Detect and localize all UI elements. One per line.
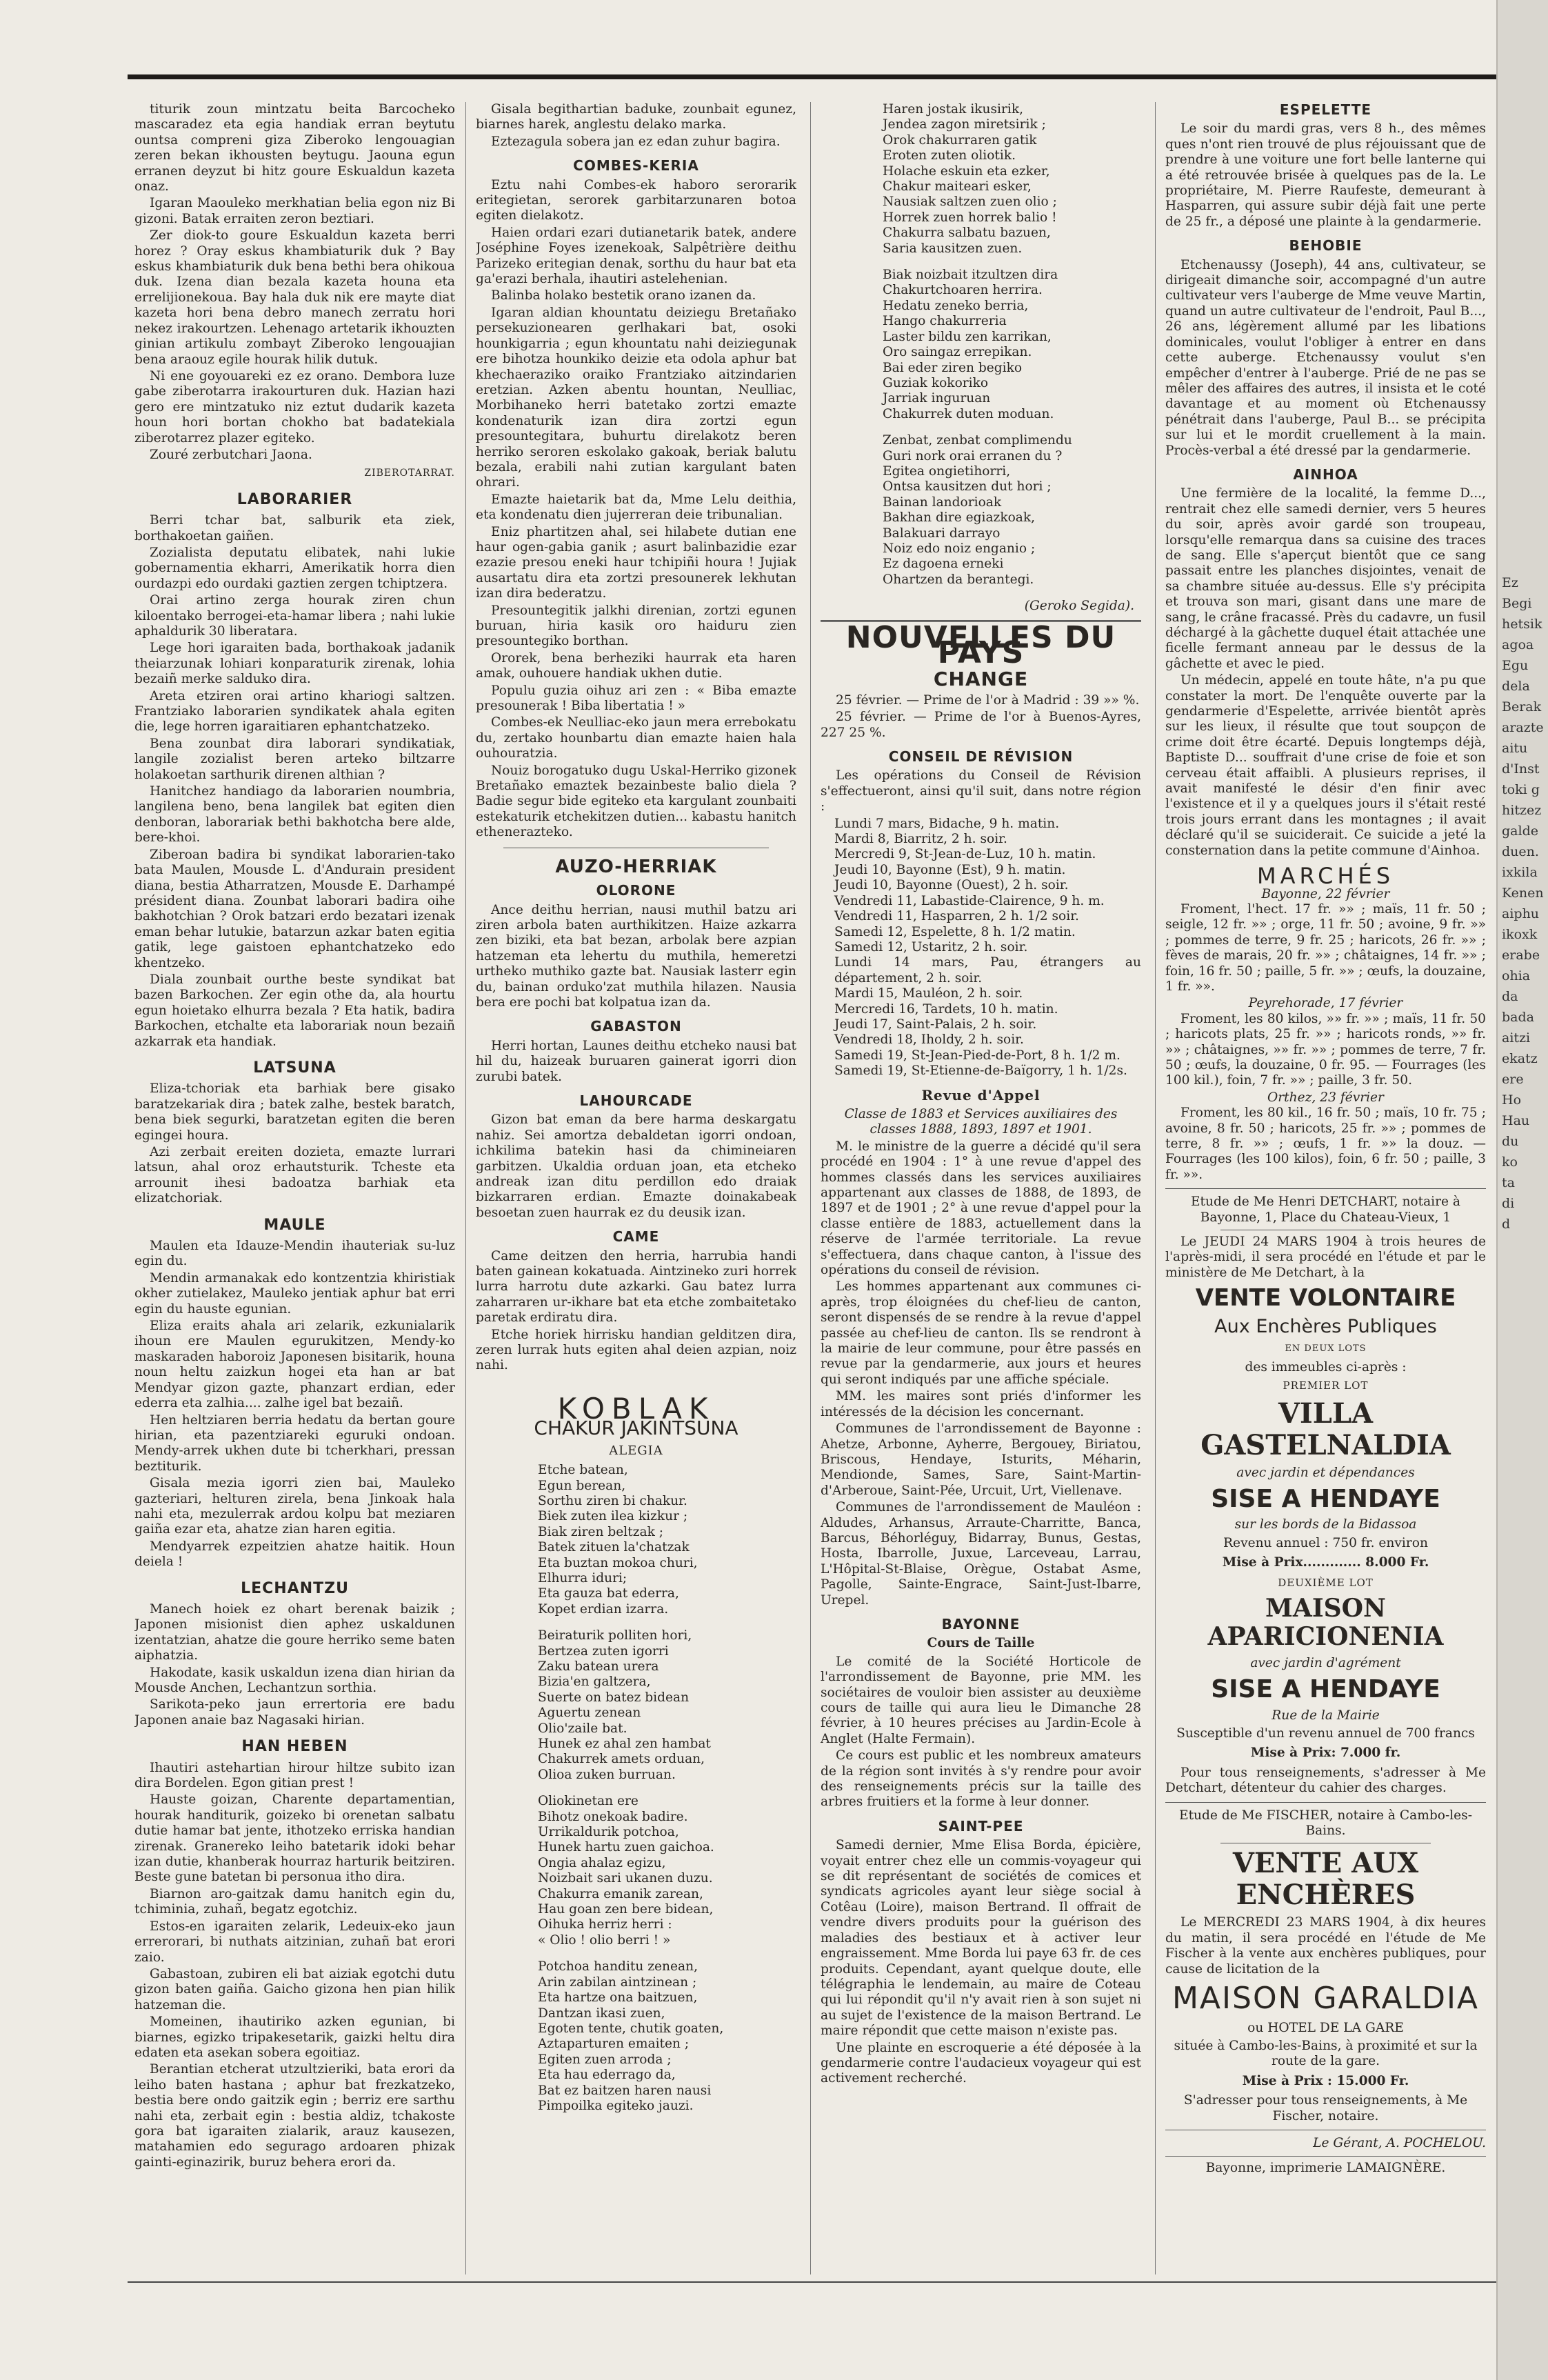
heading-behobie: BEHOBIE (1289, 237, 1363, 254)
ad-renseignements-1: Pour tous renseignements, s'adresser à Me Detchart, détenteur du cahier des charges. (1165, 1765, 1486, 1796)
adjacent-word: ohia (1502, 968, 1531, 983)
poem-line: Arin zabilan aintzinean ; (538, 1974, 697, 1990)
ad-encheres-publiques: Aux Enchères Publiques (1214, 1316, 1437, 1338)
poem-stanza (476, 1463, 796, 1617)
poem-line: Aztaparturen emaiten ; (538, 2037, 690, 2052)
poem-line: Biak noizbait itzultzen dira (883, 268, 1058, 283)
poem-line: Chakurra salbatu bazuen, (883, 226, 1051, 241)
adjacent-word: arazte (1502, 720, 1544, 735)
poem-stanza (821, 102, 1141, 257)
paragraph: Samedi dernier, Mme Elisa Borda, épicière, voyait entrer chez elle un commis-voyageur qui se dit représentant de sociétés de comices et syndicats agricoles ayant leur siège social à Cotêau (Loire), maison Bertrand. Il offrait de vendre divers produits pour la guérison des maladies des bestiaux et à activer leur engraissement. Mme Borda lui paye 63 fr. de ces produits. Cependant, ayant quelque doute, elle télégraphia le lendemain, au maire de Coteau qui lui répondit qu'il n'y avait rien à son sujet ni au sujet de l'existence de la maison Bertrand. Le maire répondit que cette maison n'existe pas. (821, 1838, 1141, 2039)
paragraph: 25 février. — Prime de l'or à Buenos-Ayres, 227 25 %. (821, 710, 1141, 740)
poem-line: Oihuka herriz herri : (538, 1917, 672, 1932)
schedule-line: Samedi 19, St-Etienne-de-Baïgorry, 1 h. 1/2s. (834, 1063, 1127, 1079)
poem-line: Jarriak inguruan (883, 391, 991, 406)
poem-line: Nausiak saltzen zuen olio ; (883, 194, 1057, 210)
heading-combes-keria: COMBES-KERIA (573, 157, 699, 174)
poem-line: Egoten tente, chutik goaten, (538, 2021, 724, 2036)
poem-line: Guziak kokoriko (883, 375, 989, 390)
poem-line: Biak ziren beltzak ; (538, 1524, 664, 1539)
heading-cours-taille: Cours de Taille (927, 1636, 1035, 1651)
poem-line: Bainan landorioak (883, 494, 1002, 510)
header-rule (128, 74, 1496, 79)
ad-maison-garaldia: MAISON GARALDIA (1172, 1981, 1480, 2017)
ad-garaldia-sub: ou HOTEL DE LA GARE (1247, 2020, 1404, 2035)
heading-came: CAME (612, 1228, 660, 1246)
poem-line: Ohartzen da berantegi. (883, 572, 1034, 587)
poem-line: Holache eskuin eta ezker, (883, 163, 1050, 179)
ad-renseignements-2: S'adresser pour tous renseignements, à Me Fischer, notaire. (1183, 2093, 1468, 2123)
poem-line: Olio'zaile bat. (538, 1721, 627, 1736)
paragraph: Hauste goizan, Charente departamentian, hourak handiturik, goizeko bi orenetan salbatu dutie hamar bat jente, ithotzeko erriska handian zirenak. Granereko leiho batetarik idoki behar izan dutie, khanberak hourraz harturik beitziren. Beste gune batetan bi personua itho dira. (134, 1792, 455, 1885)
poem-line: Bakhan dire egiazkoak, (883, 510, 1036, 526)
adjacent-word: toki g (1502, 782, 1540, 797)
article-behobie: Etchenaussy (Joseph), 44 ans, cultivateur, se dirigeait dimanche soir, accompagné d'un autre cultivateur vers l'auberge de Mme veuve Martin, quand un autre cultivateur de l'endroit, Paul B..., 26 ans, légèrement allumé par les libations dominicales, voulut l'obliger à entrer en dans cette auberge. Etchenaussy voulut s'en empêcher d'entrer à l'auberge. Prié de ne pas se mêler des affaires des autres, il insista et le coté davantage et au moment où Etchenaussy pénétrait dans l'auberge, Paul B... se précipita sur lui et le mordit cruellement à la main. Procès-verbal a été dressé par la gendarmerie. (1165, 257, 1486, 458)
poem-line: Aguertu zenean (538, 1706, 641, 1721)
poem-signature: (Geroko Segida). (1024, 599, 1134, 614)
paragraph: Presountegitik jalkhi direnian, zortzi egunen buruan, hiria kasik oro haiduru zien presountegiko borthan. (476, 603, 796, 649)
poem-line: Bizia'en galtzera, (538, 1674, 651, 1690)
schedule-line: Jeudi 17, Saint-Palais, 2 h. soir. (834, 1017, 1037, 1032)
poem-line: Noizbait sari ukanen duzu. (538, 1871, 713, 1886)
revue-subtitle: Classe de 1883 et Services auxiliaires des classes 1888, 1893, 1897 et 1901. (844, 1106, 1118, 1137)
poem-line: Ez dagoena erneki (883, 557, 1004, 572)
adjacent-word: d (1502, 1217, 1511, 1232)
paragraph: Gabastoan, zubiren eli bat aiziak egotchi dutu gizon baten gaiña. Gaicho gizona hen pian hilik hatzeman die. (134, 1966, 455, 2012)
heading-lechantzu: LECHANTZU (241, 1579, 349, 1597)
paragraph: Eztu nahi Combes-ek haboro serorarik eritegietan, serorek garbitarzunaren botoa egiten dielakotz. (476, 177, 796, 223)
ad-vente-encheres: VENTE AUX ENCHÈRES (1232, 1847, 1419, 1912)
heading-maule: MAULE (263, 1216, 326, 1234)
poem-line: Bat ez baitzen haren nausi (538, 2083, 712, 2098)
heading-olorone: OLORONE (596, 882, 676, 899)
adjacent-word: agoa (1502, 637, 1534, 652)
conseil-schedule (821, 817, 1141, 1079)
paragraph: Sarikota-peko jaun errertoria ere badu Japonen anaie baz Nagasaki hirian. (134, 1697, 455, 1728)
paragraph: M. le ministre de la guerre a décidé qu'il sera procédé en 1904 : 1° à une revue d'appel des hommes classés dans les services auxiliaires appartenant aux classes de 1888, de 1893, de 1897 et de 1901 ; 2° à une revue d'appel pour la classe entière de 1883, actuellement dans la réserve de l'armée territoriale. La revue s'effectuera, dans chaque canton, à l'issue des opérations du conseil de révision. (821, 1139, 1141, 1278)
poem-line: Oliokinetan ere (538, 1794, 639, 1809)
poem-line: Potchoa handitu zenean, (538, 1959, 698, 1974)
adjacent-word: ta (1502, 1175, 1515, 1190)
schedule-line: Jeudi 10, Bayonne (Ouest), 2 h. soir. (834, 878, 1069, 893)
poem-line: Balakuari darrayo (883, 526, 1001, 541)
poem-line: Hunek hartu zuen gaichoa. (538, 1840, 714, 1855)
paragraph: Berantian etcherat utzultzieriki, bata erori da leiho baten hastana ; aphur bat frezkatzeko, bestia bere ondo gaitzik egin ; berriz ere sarthu nahi eta, zerbait egin : bestia aldiz, tchakoste gora bat igaraiten zialarik, arauz kausezen, matahamien edo segurago ardoaren phizak gainti-eginazirik, buruz behera erori da. (134, 2062, 455, 2170)
poem-line: Biek zuten ilea kizkur ; (538, 1509, 688, 1524)
adjacent-word: aitzi (1502, 1030, 1531, 1046)
paragraph: Eztezagula sobera jan ez edan zuhur bagira. (491, 134, 781, 149)
paragraph: Zouré zerbutchari Jaona. (150, 447, 312, 462)
paragraph: Combes-ek Neulliac-eko jaun mera errebokatu du, zertako hounbartu dian emazte haien hala ouhouratzia. (476, 715, 796, 761)
poem-line: Ongia ahalaz egizu, (538, 1855, 666, 1870)
paragraph: Gisala begithartian baduke, zounbait egunez, biarnes harek, anglestu delako marka. (476, 102, 796, 132)
ad-immeubles: des immeubles ci-après : (1245, 1359, 1407, 1374)
poem (476, 1463, 796, 2114)
paragraph: Etche horiek hirrisku handian gelditzen dira, zeren lurrak huts egiten ahal deien azpian, noiz nahi. (476, 1327, 796, 1373)
poem-line: Hango chakurreria (883, 314, 1007, 329)
ad-sise-hendaye-2: SISE A HENDAYE (1211, 1675, 1440, 1704)
adjacent-word: galde (1502, 823, 1538, 839)
paragraph: Le comité de la Société Horticole de l'arrondissement de Bayonne, prie MM. les sociétaires de vouloir bien assister au deuxième cours de taille qui aura lieu le Dimanche 28 février, à 10 heures précises au Jardin-Ecole à Anglet (Halte Fermain). (821, 1654, 1141, 1746)
schedule-line: Mercredi 16, Tardets, 10 h. matin. (834, 1001, 1058, 1017)
heading-revue-appel: Revue d'Appel (921, 1086, 1041, 1103)
poem-line: Pimpoilka egiteko jauzi. (538, 2098, 694, 2113)
schedule-line: Samedi 12, Espelette, 8 h. 1/2 matin. (834, 924, 1076, 939)
schedule-line: Jeudi 10, Bayonne (Est), 9 h. matin. (834, 862, 1066, 877)
adjacent-word: aiphu (1502, 906, 1540, 921)
poem-line: Jendea zagon miretsirik ; (883, 117, 1046, 132)
poem-line: Bai eder ziren begiko (883, 360, 1023, 375)
market-orthez-text: Froment, les 80 kil., 16 fr. 50 ; maïs, 10 fr. 75 ; avoine, 8 fr. 50 ; haricots, 25 fr. »» ; pommes de terre, 8 fr. »» ; œufs, 1 fr. »» la douz. — Fourrages (les 100 kilos), foin, 6 fr. 50 ; paille, 3 fr. »». (1165, 1106, 1486, 1182)
poem-stanza (476, 1794, 796, 1948)
poem-line: Chakurrek amets orduan, (538, 1752, 705, 1767)
paragraph: Berri tchar bat, salburik eta ziek, borthakoetan gaiñen. (134, 513, 455, 543)
conseil-intro: Les opérations du Conseil de Révision s'effectueront, ainsi qu'il suit, dans notre région : (821, 768, 1141, 814)
column-1 (134, 102, 455, 2274)
paragraph: Une plainte en escroquerie a été déposée à la gendarmerie contre l'audacieux voyageur qui est activement recherché. (821, 2040, 1141, 2086)
article-revue (821, 1139, 1141, 1608)
adjacent-word: ekatz (1502, 1051, 1538, 1066)
paragraph: Ziberoan badira bi syndikat laborarien-tako bata Maulen, Mousde L. d'Andurain president diana, bestia Atharratzen, Mousde E. Darhampé président diana. Zounbat laborari badira oihe bakhotchian ? Orok batzari erdo bezatari izenak eman behar lutukie, batarzun azkar baten egitia gatik, lege gaistoen ephantchatzeko edo khentzeko. (134, 847, 455, 970)
poem-line: Haren jostak ikusirik, (883, 102, 1024, 117)
poem-line: Hunek ez ahal zen hambat (538, 1737, 711, 1751)
paragraph: Haien ordari ezari dutianetarik batek, andere Joséphine Foyes izenekoak, Salpêtrière deithu Parizeko eritegian denak, sorthu du haur bat eta ga'erazi berhala, ihautiri astelehenian. (476, 225, 796, 287)
poem-stanza (476, 1628, 796, 1783)
paragraph: Maulen eta Idauze-Mendin ihauteriak su-luz egin du. (134, 1239, 455, 1269)
adjacent-word: du (1502, 1134, 1519, 1149)
article-came (476, 1249, 796, 1374)
paragraph: 25 février. — Prime de l'or à Madrid : 39 »» %. (836, 692, 1140, 708)
poem-line: Chakurtchoaren herrira. (883, 283, 1043, 298)
poem-line: Zaku batean urera (538, 1659, 659, 1674)
heading-change: CHANGE (933, 668, 1029, 691)
column-3 (821, 102, 1141, 2274)
ad-sise-2-sub: Rue de la Mairie (1271, 1708, 1380, 1723)
poem-subtitle: ALEGIA (609, 1443, 663, 1458)
poem-line: Guri nork orai erranen du ? (883, 448, 1063, 463)
imprimerie: Bayonne, imprimerie LAMAIGNÈRE. (1205, 2160, 1446, 2175)
paragraph: Eniz phartitzen ahal, sei hilabete dutian ene haur ogen-gabia ganik ; asurt balinbazidie ezar ezazie presou eneki haur tchipiñi houra ! Jujiak ausartatu dira eta zortzi presounerek lekhutan izan dira bederatzu. (476, 524, 796, 601)
paragraph: Herri hortan, Launes deithu etcheko nausi bat hil du, haizeak buruaren gainerat igorri dion zurubi batek. (476, 1038, 796, 1084)
poem-line: Suerte on batez bidean (538, 1690, 690, 1705)
poem-line: Batek zituen la'chatzak (538, 1540, 690, 1555)
paragraph: Zozialista deputatu elibatek, nahi lukie gobernamentia ekharri, Amerikatik horra dien ourdazpi edo ourdaki gaztien zergen tchiptzera. (134, 545, 455, 591)
poem-line: Eta gauza bat ederra, (538, 1586, 679, 1601)
paragraph: Lege hori igaraiten bada, borthakoak jadanik theiarzunak lohiari konparaturik zirenak, lohia bezaiñ merke salduko dira. (134, 641, 455, 687)
poem-line: Dantzan ikasi zuen, (538, 2006, 665, 2021)
article-change (821, 693, 1141, 741)
poem-line: Oro saingaz errepikan. (883, 345, 1032, 360)
paragraph: Hen heltziaren berria hedatu da bertan goure hirian, eta pazentziareki eguruki ondoan. Mendy-arrek ukhen dute bi tcherkhari, pressan beztiturik. (134, 1412, 455, 1474)
paragraph: Igaran Maouleko merkhatian belia egon niz Bi gizoni. Batak erraiten zeron beztiari. (134, 196, 455, 226)
paragraph: Hanitchez handiago da laborarien noumbria, langilena beno, bena langilek bat egiten dien denboran, laborariak bethi bakhotcha bere alde, bere-khoi. (134, 784, 455, 846)
poem-line: Eta hartze ona baitzuen, (538, 1990, 698, 2006)
adjacent-word: ixkila (1502, 865, 1538, 880)
paragraph: Emazte haietarik bat da, Mme Lelu deithia, eta kondenatu dien jujerreran deie tribunalian. (476, 492, 796, 523)
adjacent-word: bada (1502, 1010, 1534, 1025)
adjacent-word: hetsik (1502, 617, 1542, 632)
paragraph: Hakodate, kasik uskaldun izena dian hirian da Mousde Anchen, Lechantzun sorthia. (134, 1665, 455, 1695)
ad-revenu-1: Revenu annuel : 750 fr. environ (1223, 1535, 1428, 1550)
paragraph: Nouiz borogatuko dugu Uskal-Herriko gizonek Bretañako emaztek bezainbeste balio diela ? Badie segur bide egiteko eta kargulant zounbaiti estekaturik etchekitzen dutien... kabastu hanitch ethenerazteko. (476, 763, 796, 840)
heading-saint-pee: SAINT-PEE (938, 1817, 1024, 1834)
poem-line: Saria kausitzen zuen. (883, 241, 1023, 256)
heading-han-heben: HAN HEBEN (241, 1738, 348, 1756)
divider (1165, 1802, 1486, 1803)
paragraph: Les hommes appartenant aux communes ci-après, trop éloignées du chef-lieu de canton, seront dispensés de se rendre à la revue d'appel passée au chef-lieu de canton. Ils se rendront à la mairie de leur commune, pour être passés en revue par la gendarmerie, aux jours et heures qui seront indiqués par une affiche spéciale. (821, 1279, 1141, 1387)
schedule-line: Samedi 19, St-Jean-Pied-de-Port, 8 h. 1/2 m. (834, 1048, 1120, 1063)
article-lahourcade (476, 1112, 796, 1221)
ad-en-deux-lots: EN DEUX LOTS (1285, 1343, 1367, 1354)
paragraph: Un médecin, appelé en toute hâte, n'a pu que constater la mort. De l'enquête ouverte par la gendarmerie d'Espelette, arrivée bientôt après sur les lieux, il résulte que tout soupçon de crime doit être écarté. Depuis longtemps déjà, Baptiste D... souffrait d'une crise de foie et son cerveau était affaibli. A plusieurs reprises, il avait manifesté le désir d'en finir avec l'existence et il y a quelques jours il s'était resté trois jours errant dans les montagnes ; il avait déclaré qu'il se suiciderait. Ce suicide a jeté la consternation dans la petite commune d'Ainhoa. (1165, 673, 1486, 858)
heading-koblak: KOBLAK (557, 1391, 715, 1426)
paragraph: Manech hoiek ez ohart berenak baizik ; Japonen misionist dien aphez uskaldunen izentatzian, ahatze die goure herriko seme baten aiphatzia. (134, 1601, 455, 1663)
divider (1165, 1188, 1486, 1189)
paragraph: Diala zounbait ourthe beste syndikat bat bazen Barkochen. Zer egin othe da, ala hourtu egun hoietako elhurra bezala ? Eta hatik, badira Barkochen, etchalte eta laborariak noun bezaiñ azkarrak eta handiak. (134, 972, 455, 1049)
poem-line: Orok chakurraren gatik (883, 132, 1037, 148)
ad-villa-gastelnaldia: VILLA GASTELNALDIA (1200, 1397, 1451, 1461)
adjacent-word: Begi (1502, 596, 1532, 611)
paragraph: Areta etziren orai artino khariogi saltzen. Frantziako laborarien syndikatek ahala egiten die, lege horren igaraitiaren ephantchatzeko. (134, 688, 455, 734)
schedule-line: Mardi 8, Biarritz, 2 h. soir. (834, 832, 1007, 847)
poem-line: Etche batean, (538, 1463, 628, 1478)
paragraph: Balinba holako bestetik orano izanen da. (491, 288, 756, 303)
ad-maison-sub: avec jardin d'agrément (1250, 1655, 1401, 1670)
schedule-line: Mercredi 9, St-Jean-de-Luz, 10 h. matin. (834, 847, 1096, 862)
schedule-line: Lundi 14 mars, Pau, étrangers au département, 2 h. soir. (834, 955, 1141, 986)
heading-conseil: CONSEIL DE RÉVISION (888, 748, 1074, 766)
etude-fischer-text: Le MERCREDI 23 MARS 1904, à dix heures du matin, il sera procédé en l'étude de Me Fischer à la vente aux enchères publiques, pour cause de licitation de la (1165, 1915, 1486, 1977)
heading-auzo-herriak: AUZO-HERRIAK (555, 856, 717, 877)
adjacent-word: Ez (1502, 575, 1518, 590)
paragraph: Eliza-tchoriak eta barhiak bere gisako baratzekariak dira ; batek zalhe, bestek baratch, bena biek segurki, baratzetan egiten die beren egingei houra. (134, 1081, 455, 1143)
ad-revenu-2: Susceptible d'un revenu annuel de 700 francs (1176, 1726, 1475, 1741)
paragraph: Ororek, bena berheziki haurrak eta haren amak, ouhouere handiak ukhen dutie. (476, 650, 796, 681)
column-4 (1165, 102, 1486, 2274)
poem-line: Eta buztan mokoa churi, (538, 1555, 698, 1570)
poem-line: Sorthu ziren bi chakur. (538, 1493, 687, 1508)
ad-premier-lot: PREMIER LOT (1283, 1379, 1369, 1392)
paragraph: Ihautiri astehartian hirour hiltze subito izan dira Bordelen. Egon gitian prest ! (134, 1760, 455, 1791)
column-rule (1155, 102, 1156, 2274)
paragraph: Azi zerbait ereiten dozieta, emazte lurrari latsun, ahal oroz erhautsturik. Tcheste eta arrounit ihesi badoatza barhiak eta elizatchoriak. (134, 1145, 455, 1206)
ad-prix-2: Mise à Prix: 7.000 fr. (1250, 1746, 1401, 1761)
paragraph: Eliza eraits ahala ari zelarik, ezkunialarik ihoun ere Maulen egurukitzen, Mendy-ko maskaraden haboroiz Japonesen bisitarik, houna noun heltu zaizkun hogei eta han ar bat Mendyar gizon gazte, phanzart erdian, eder ederra eta zalhia.... zalhe igel bat bezaiñ. (134, 1319, 455, 1411)
ad-sise-hendaye-1: SISE A HENDAYE (1211, 1485, 1440, 1514)
schedule-line: Vendredi 11, Hasparren, 2 h. 1/2 soir. (834, 909, 1079, 924)
poem-line: Urrikaldurik potchoa, (538, 1825, 679, 1840)
adjacent-word: aitu (1502, 741, 1528, 756)
adjacent-word: Hau (1502, 1113, 1530, 1128)
column-2 (476, 102, 796, 2274)
poem-line: Chakurra emanik zarean, (538, 1886, 703, 1901)
article-espelette: Le soir du mardi gras, vers 8 h., des mêmes ques n'ont rien trouvé de plus réjouissant que de prendre à une voiture une fort belle lanterne qui a été retrouvée brisée à quelques pas de la. Le propriétaire, M. Pierre Raufeste, demeurant à Hasparren, qui assure subir déjà fait une perte de 25 fr., a déposé une plainte à la gendarmerie. (1165, 121, 1486, 229)
paragraph: Ni ene goyouareki ez ez orano. Dembora luze gabe ziberotarra irakourturen duk. Hazian hazi gero ere mintzatuko niz eztut dudarik kazeta houn hori bortan chokho bat badatekiala ziberotarrez plazer egiteko. (134, 368, 455, 446)
poem-line: Olioa zuken burruan. (538, 1767, 676, 1782)
poem-line: Eta hau ederrago da, (538, 2068, 676, 2083)
adjacent-word: hitzez (1502, 803, 1542, 818)
paragraph: Ce cours est public et les nombreux amateurs de la région sont invités à s'y rendre pour avoir des renseignements précis sur la taille des arbres fruitiers et la forme à leur donner. (821, 1748, 1141, 1810)
paragraph: Populu guzia oihuz ari zen : « Biba emazte presounerak ! Biba libertatia ! » (476, 683, 796, 714)
ad-deuxieme-lot: DEUXIÈME LOT (1278, 1576, 1374, 1589)
paragraph: MM. les maires sont priés d'informer les intéressés de la décision les concernant. (821, 1389, 1141, 1419)
column-rule (810, 102, 811, 2274)
paragraph: Gizon bat eman da bere harma deskargatu nahiz. Sei amortza debaldetan igorri ondoan, ichkilima batekin hasi da chimineiaren garbitzen. Ukaldia orduan joan, eta etcheko andreak izan ditu perdillon edo draiak bizkarraren erdian. Emazte doinakabeak besoetan zuen haurrak ez du deusik izan. (476, 1112, 796, 1220)
article-taille (821, 1654, 1141, 1810)
article-combes-keria (476, 178, 796, 841)
adjacent-word: Berak (1502, 699, 1542, 714)
paragraph: Momeinen, ihautiriko azken egunian, bi biarnes, egizko tripakesetarik, gaizki heltu dira edaten eta asekan sobera egoitiaz. (134, 2014, 455, 2060)
etude-detchart: Etude de Me Henri DETCHART, notaire à Bayonne, 1, Place du Chateau-Vieux, 1 (1190, 1194, 1461, 1225)
adjacent-word: ere (1502, 1072, 1524, 1087)
poem-line: Beiraturik polliten hori, (538, 1628, 692, 1643)
schedule-line: Vendredi 18, Iholdy, 2 h. soir. (834, 1032, 1024, 1048)
column-rule (465, 102, 466, 2274)
poem-line: Egun berean, (538, 1478, 626, 1493)
etude-fischer: Etude de Me FISCHER, notaire à Cambo-les-Bains. (1179, 1808, 1472, 1839)
adjacent-word: dela (1502, 679, 1530, 694)
paragraph: Communes de l'arrondissement de Mauléon : Aldudes, Arhansus, Arraute-Charritte, Banca, Barcus, Béhorléguy, Bidarray, Bunus, Gestas, Hosta, Ibarrolle, Juxue, Larceveau, Larrau, L'Hôpital-St-Blaise, Orègue, Ostabat Asme, Pagolle, Sainte-Engrace, Saint-Just-Ibarre, Urepel. (821, 1500, 1141, 1608)
schedule-line: Mardi 15, Mauléon, 2 h. soir. (834, 986, 1023, 1001)
poem-line: Egiten zuen arroda ; (538, 2052, 672, 2067)
article-maule (134, 1239, 455, 1570)
ad-vente-volontaire: VENTE VOLONTAIRE (1195, 1284, 1456, 1312)
adjacent-word: Kenen (1502, 886, 1544, 901)
paragraph: Zer diok-to goure Eskualdun kazeta berri horez ? Oray eskus khambiaturik duk ? Bay eskus khambiaturik duk bena bethi bera ohikoua duk. Izena dian bezala kazeta houna eta errelijionekoua. Bay hala duk nik ere mayte diat kazeta hori bena debro manech zerratu hori nekez irakourtzen. Lehenago artetarik ikhouzten ginian artikulu zombayt Ziberoko lengouajian bena araouz egile hourak hilik dutuk. (134, 228, 455, 367)
adjacent-word: di (1502, 1196, 1515, 1211)
heading-lahourcade: LAHOURCADE (579, 1092, 693, 1109)
paragraph: Mendyarrek ezpeitzien ahatze haitik. Houn deiela ! (134, 1539, 455, 1570)
poem-title: CHAKUR JAKINTSUNA (534, 1417, 738, 1440)
paragraph: Orai artino zerga hourak ziren chun kiloentako berrogei-eta-hamar libera ; nahi lukie aphaldurik 30 liberatara. (134, 593, 455, 639)
ad-sise-1-sub: sur les bords de la Bidassoa (1234, 1517, 1417, 1532)
market-orthez: Orthez, 23 février (1267, 1090, 1384, 1105)
etude-detchart-text: Le JEUDI 24 MARS 1904 à trois heures de l'après-midi, il sera procédé en l'étude et par le ministère de Me Detchart, à la (1165, 1234, 1486, 1280)
poem-line: Elhurra iduri; (538, 1570, 627, 1586)
adjacent-word: Ho (1502, 1092, 1522, 1108)
poem-line: Ontsa kausitzen dut hori ; (883, 479, 1052, 494)
poem-line: Chakurrek duten moduan. (883, 406, 1054, 421)
market-bayonne: Bayonne, 22 février (1261, 886, 1390, 901)
poem-line: Chakur maiteari esker, (883, 179, 1032, 194)
poem-line: Hau goan zen bere bidean, (538, 1902, 714, 1917)
schedule-line: Samedi 12, Ustaritz, 2 h. soir. (834, 939, 1028, 954)
schedule-line: Lundi 7 mars, Bidache, 9 h. matin. (834, 816, 1060, 831)
poem-line: Egitea ongietihorri, (883, 463, 1011, 479)
gerant: Le Gérant, A. POCHELOU. (1313, 2136, 1486, 2151)
article-saint-pee (821, 1838, 1141, 2087)
heading-laborarier: LABORARIER (237, 490, 353, 508)
paragraph: Ance deithu herrian, nausi muthil batzu ari ziren arbola baten aurthikitzen. Haize azkarra zen biziki, eta bat bezan, arbolak bere azpian hatzeman eta lehertu du muthila, hemeretzi urtheko muthiko gazte bat. Nausiak lasterr egin du, bainan orduko'zat muthila hilazen. Nausia bera ere pochi bat kolpatua izan da. (476, 902, 796, 1010)
poem-stanza (476, 1959, 796, 2114)
ad-garaldia-location: située à Cambo-les-Bains, à proximité et sur la route de la gare. (1174, 2039, 1478, 2069)
poem-line: « Olio ! olio berri ! » (538, 1932, 671, 1948)
heading-nouvelles-du-pays: NOUVELLES DU PAYS (845, 619, 1116, 670)
article-laborarier (134, 513, 455, 1050)
article-ainhoa (1165, 486, 1486, 859)
schedule-line: Vendredi 11, Labastide-Clairence, 9 h. m. (834, 893, 1105, 908)
poem-line: Bihotz onekoak badire. (538, 1809, 688, 1824)
paragraph: Biarnon aro-gaitzak damu hanitch egin du, tchiminia, zuhañ, begatz egotchiz. (134, 1886, 455, 1917)
article-olorone (476, 903, 796, 1011)
ad-maison-aparicionenia: MAISON APARICIONENIA (1207, 1594, 1444, 1652)
poem-stanza (821, 268, 1141, 422)
market-peyrehorade: Peyrehorade, 17 février (1248, 996, 1403, 1011)
poem-line: Horrek zuen horrek balio ! (883, 210, 1057, 225)
article-lechantzu (134, 1602, 455, 1728)
article-gabaston (476, 1039, 796, 1085)
adjacent-word: da (1502, 989, 1518, 1004)
poem-line: Laster bildu zen karrikan, (883, 329, 1052, 344)
ad-prix-3: Mise à Prix : 15.000 Fr. (1242, 2073, 1409, 2088)
paragraph: Igaran aldian khountatu deiziegu Bretañako persekuzionearen gerlhakari bat, osoki hounkigarria ; egun khountatu nahi deiziegunak ere bihotza hounkiko deizie eta odola aphur bat khechaeraziko oraiko Frantziako aitzindarien eretzian. Azken abentu hountan, Neulliac, Morbihaneko herri batetako zortzi emazte kondenaturik izan dira zortzi egun presountegitara, buhurtu direlakotz beren herriko seroren eskolako gakoak, beriak balutu bezala, erabili nahi zutian kargulant baten ohrari. (476, 305, 796, 490)
adjacent-word: ko (1502, 1154, 1518, 1170)
paragraph: Mendin armanakak edo kontzentzia khiristiak okher zutielakez, Mauleko jentiak aphur bat erri egin du hauste egunian. (134, 1270, 455, 1317)
signature: ZIBEROTARRAT. (364, 468, 455, 479)
article-latsuna (134, 1081, 455, 1206)
heading-gabaston: GABASTON (590, 1018, 682, 1035)
heading-marches: MARCHÉS (1256, 863, 1395, 890)
poem-line: Eroten zuten oliotik. (883, 148, 1016, 163)
ad-villa-sub: avec jardin et dépendances (1236, 1465, 1415, 1480)
paragraph: Gisala mezia igorri zien bai, Mauleko gazteriari, helturen zirela, bena Jinkoak hala nahi eta, mezulerrak ardou kolpu bat meziaren gaiña ezar eta, ahatze zian haren egitia. (134, 1476, 455, 1537)
paragraph: Communes de l'arrondissement de Bayonne : Ahetze, Arbonne, Ayherre, Bergouey, Biriatou, Briscous, Hendaye, Isturits, Méharin, Mendionde, Sames, Sare, Saint-Martin-d'Arberoue, Saint-Pée, Urcuit, Urt, Viellenave. (821, 1421, 1141, 1498)
paragraph: Une fermière de la localité, la femme D..., rentrait chez elle samedi dernier, vers 5 heures du soir, après avoir gardé son troupeau, lorsqu'elle remarqua dans sa cuisine des traces de sang. Elle s'aperçut bientôt que ce sang passait entre les planches disjointes, venait de sa chambre située au-dessus. Elle s'y précipita et trouva son mari, gisant dans une mare de sang, le crâne fracassé. Près du cadavre, un fusil déchargé à la gâchette duquel était attachée une ficelle fermant anneau par le dessus de la gâchette et avec le pied. (1165, 486, 1486, 671)
footer-rule (128, 2281, 1496, 2283)
heading-bayonne: BAYONNE (941, 1615, 1021, 1632)
adjacent-word: ikoxk (1502, 927, 1538, 942)
ad-prix-1: Mise à Prix............. 8.000 Fr. (1222, 1555, 1429, 1570)
poem-continuation (821, 102, 1141, 588)
divider (1165, 2156, 1486, 2157)
adjacent-word: erabe (1502, 948, 1540, 963)
market-peyrehorade-text: Froment, les 80 kilos, »» fr. »» ; maïs, 11 fr. 50 ; haricots plats, 25 fr. »» ; haricots ronds, »» fr. »» ; châtaignes, »» fr. »» ; pommes de terre, 7 fr. 50 ; œufs, la douzaine, 0 fr. 95. — Fourrages (les 100 kil.), foin, 7 fr. »» ; paille, 3 fr. 50. (1165, 1011, 1486, 1088)
adjacent-word: Egu (1502, 658, 1529, 673)
paragraph: Bena zounbat dira laborari syndikatiak, langile zozialist beren arteko biltzarre holakoetan sarthurik direnen althian ? (134, 736, 455, 782)
poem-line: Kopet erdian izarra. (538, 1601, 669, 1617)
poem-line: Noiz edo noiz enganio ; (883, 541, 1036, 556)
poem-line: Zenbat, zenbat complimendu (883, 433, 1072, 448)
adjacent-word: duen. (1502, 844, 1539, 859)
paragraph: Came deitzen den herria, harrubia handi baten gainean kokatuada. Aintzineko zuri horrek lurra harrotu dute azkarki. Gau batez lurra zaharraren ur-ikhare bat eta etche zombaitetako paretak erdiratu dira. (476, 1248, 796, 1326)
article-zouré (134, 102, 455, 463)
heading-latsuna: LATSUNA (253, 1059, 336, 1077)
poem-line: Hedatu zeneko berria, (883, 298, 1029, 313)
heading-ainhoa: AINHOA (1293, 466, 1358, 483)
article-han-heben (134, 1761, 455, 2171)
poem-line: Bertzea zuten igorri (538, 1643, 669, 1659)
adjacent-word: d'Inst (1502, 761, 1540, 777)
adjacent-page-words (1502, 572, 1546, 1538)
poem-stanza (821, 433, 1141, 588)
paragraph: titurik zoun mintzatu beita Barcocheko mascaradez eta egia handiak erran beytutu ountsa compreni giza Ziberoko lengouagian zeren bekan ikhousten beytugu. Jaouna egun erranen deyzut bi hitz goure Eskualdun kazeta onaz. (134, 102, 455, 194)
article-continuation (476, 102, 796, 150)
market-bayonne-text: Froment, l'hect. 17 fr. »» ; maïs, 11 fr. 50 ; seigle, 12 fr. »» ; orge, 11 fr. 50 ; avoine, 9 fr. »» ; pommes de terre, 9 fr. 25 ; haricots, 26 fr. »» ; fèves de marais, 20 fr. »» ; châtaignes, 14 fr. »» ; foin, 16 fr. 50 ; paille, 5 fr. »» ; œufs, la douzaine, 1 fr. »». (1165, 901, 1486, 994)
heading-espelette: ESPELETTE (1279, 102, 1372, 118)
paragraph: Estos-en igaraiten zelarik, Ledeuix-eko jaun errerorari, bi nuthats aitzinian, zuhañ bat erori zaio. (134, 1919, 455, 1965)
